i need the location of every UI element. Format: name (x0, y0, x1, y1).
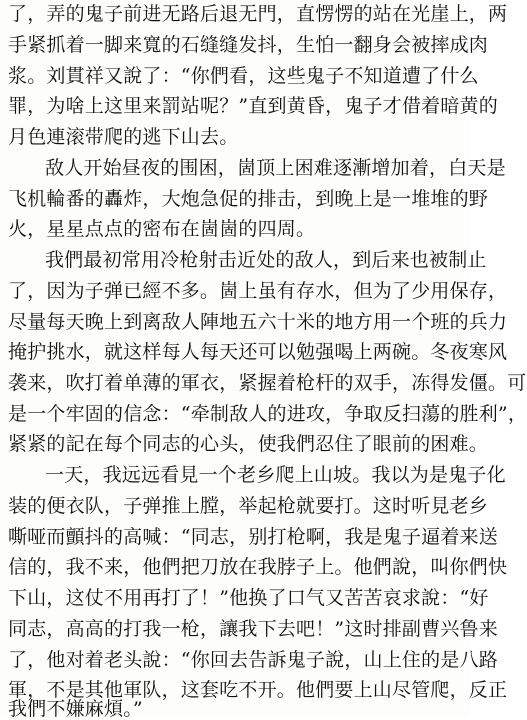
text-line: 罪，为啥上这里来罰站呢？”直到黄昏，鬼子才借着暗黄的 (8, 95, 498, 117)
text-line: 同志，高高的打我一枪，讓我下去吧！”这时排副曹兴鲁来 (8, 618, 498, 640)
text-line: 敌人开始昼夜的围困，崮顶上困难逐漸增加着，白天是 (45, 157, 506, 179)
text-line: 軍，不是其他軍队，这套吃不开。他們要上山尽管爬，反正 (8, 679, 508, 701)
text-line: 手紧抓着一脚来寬的石缝缝发抖，生怕一翻身会被摔成肉 (8, 34, 489, 56)
text-line: 我們最初常用冷枪射击近处的敌人，到后来也被制止 (45, 249, 487, 271)
text-line: 火，星星点点的密布在崮崮的四周。 (8, 218, 316, 240)
text-line: 尽量每天晚上到离敌人陣地五六十米的地方用一个班的兵力 (8, 311, 508, 333)
text-line: 是一个牢固的信念：“牵制敌人的进攻，争取反扫蕩的胜利”， (8, 403, 527, 425)
text-line: 袭来，吹打着单薄的軍衣，紧握着枪杆的双手，冻得发僵。可 (8, 372, 527, 394)
text-line: 月色連滚带爬的逃下山去。 (8, 126, 239, 148)
text-line: 紧紧的記在每个同志的心头，使我們忍住了眼前的困难。 (8, 433, 489, 455)
text-line: 了，他对着老头說：“你回去告訴鬼子說，山上住的是八路 (8, 649, 498, 671)
text-line: 了，因为子弹已經不多。崮上虽有存水，但为了少用保存， (8, 280, 508, 302)
text-line: 飞机輪番的轟炸，大炮急促的排击，到晚上是一堆堆的野 (8, 188, 489, 210)
text-line: 了，弄的鬼子前进无路后退无門，直愣愣的站在光崖上，两 (8, 3, 508, 25)
text-line: 下山，这仗不用再打了！”他换了口气又苦苦哀求說：“好 (8, 587, 489, 609)
text-line: 嘶哑而顫抖的高喊：“同志，别打枪啊，我是鬼子逼着来送 (8, 526, 498, 548)
text-line: 装的便衣队，子弹推上膛，举起枪就要打。这时听見老乡 (8, 495, 489, 517)
text-line: 我們不嫌麻煩。” (8, 698, 143, 720)
text-line: 一天，我远远看見一个老乡爬上山坡。我以为是鬼子化 (45, 464, 506, 486)
text-line: 浆。刘貫祥又說了：“你們看，这些鬼子不知道遭了什么 (8, 65, 479, 87)
text-line: 信的，我不来，他們把刀放在我脖子上。他們說，叫你們快 (8, 556, 508, 578)
text-line: 掩护挑水，就这样每人每天还可以勉强喝上两碗。冬夜寒风 (8, 341, 508, 363)
